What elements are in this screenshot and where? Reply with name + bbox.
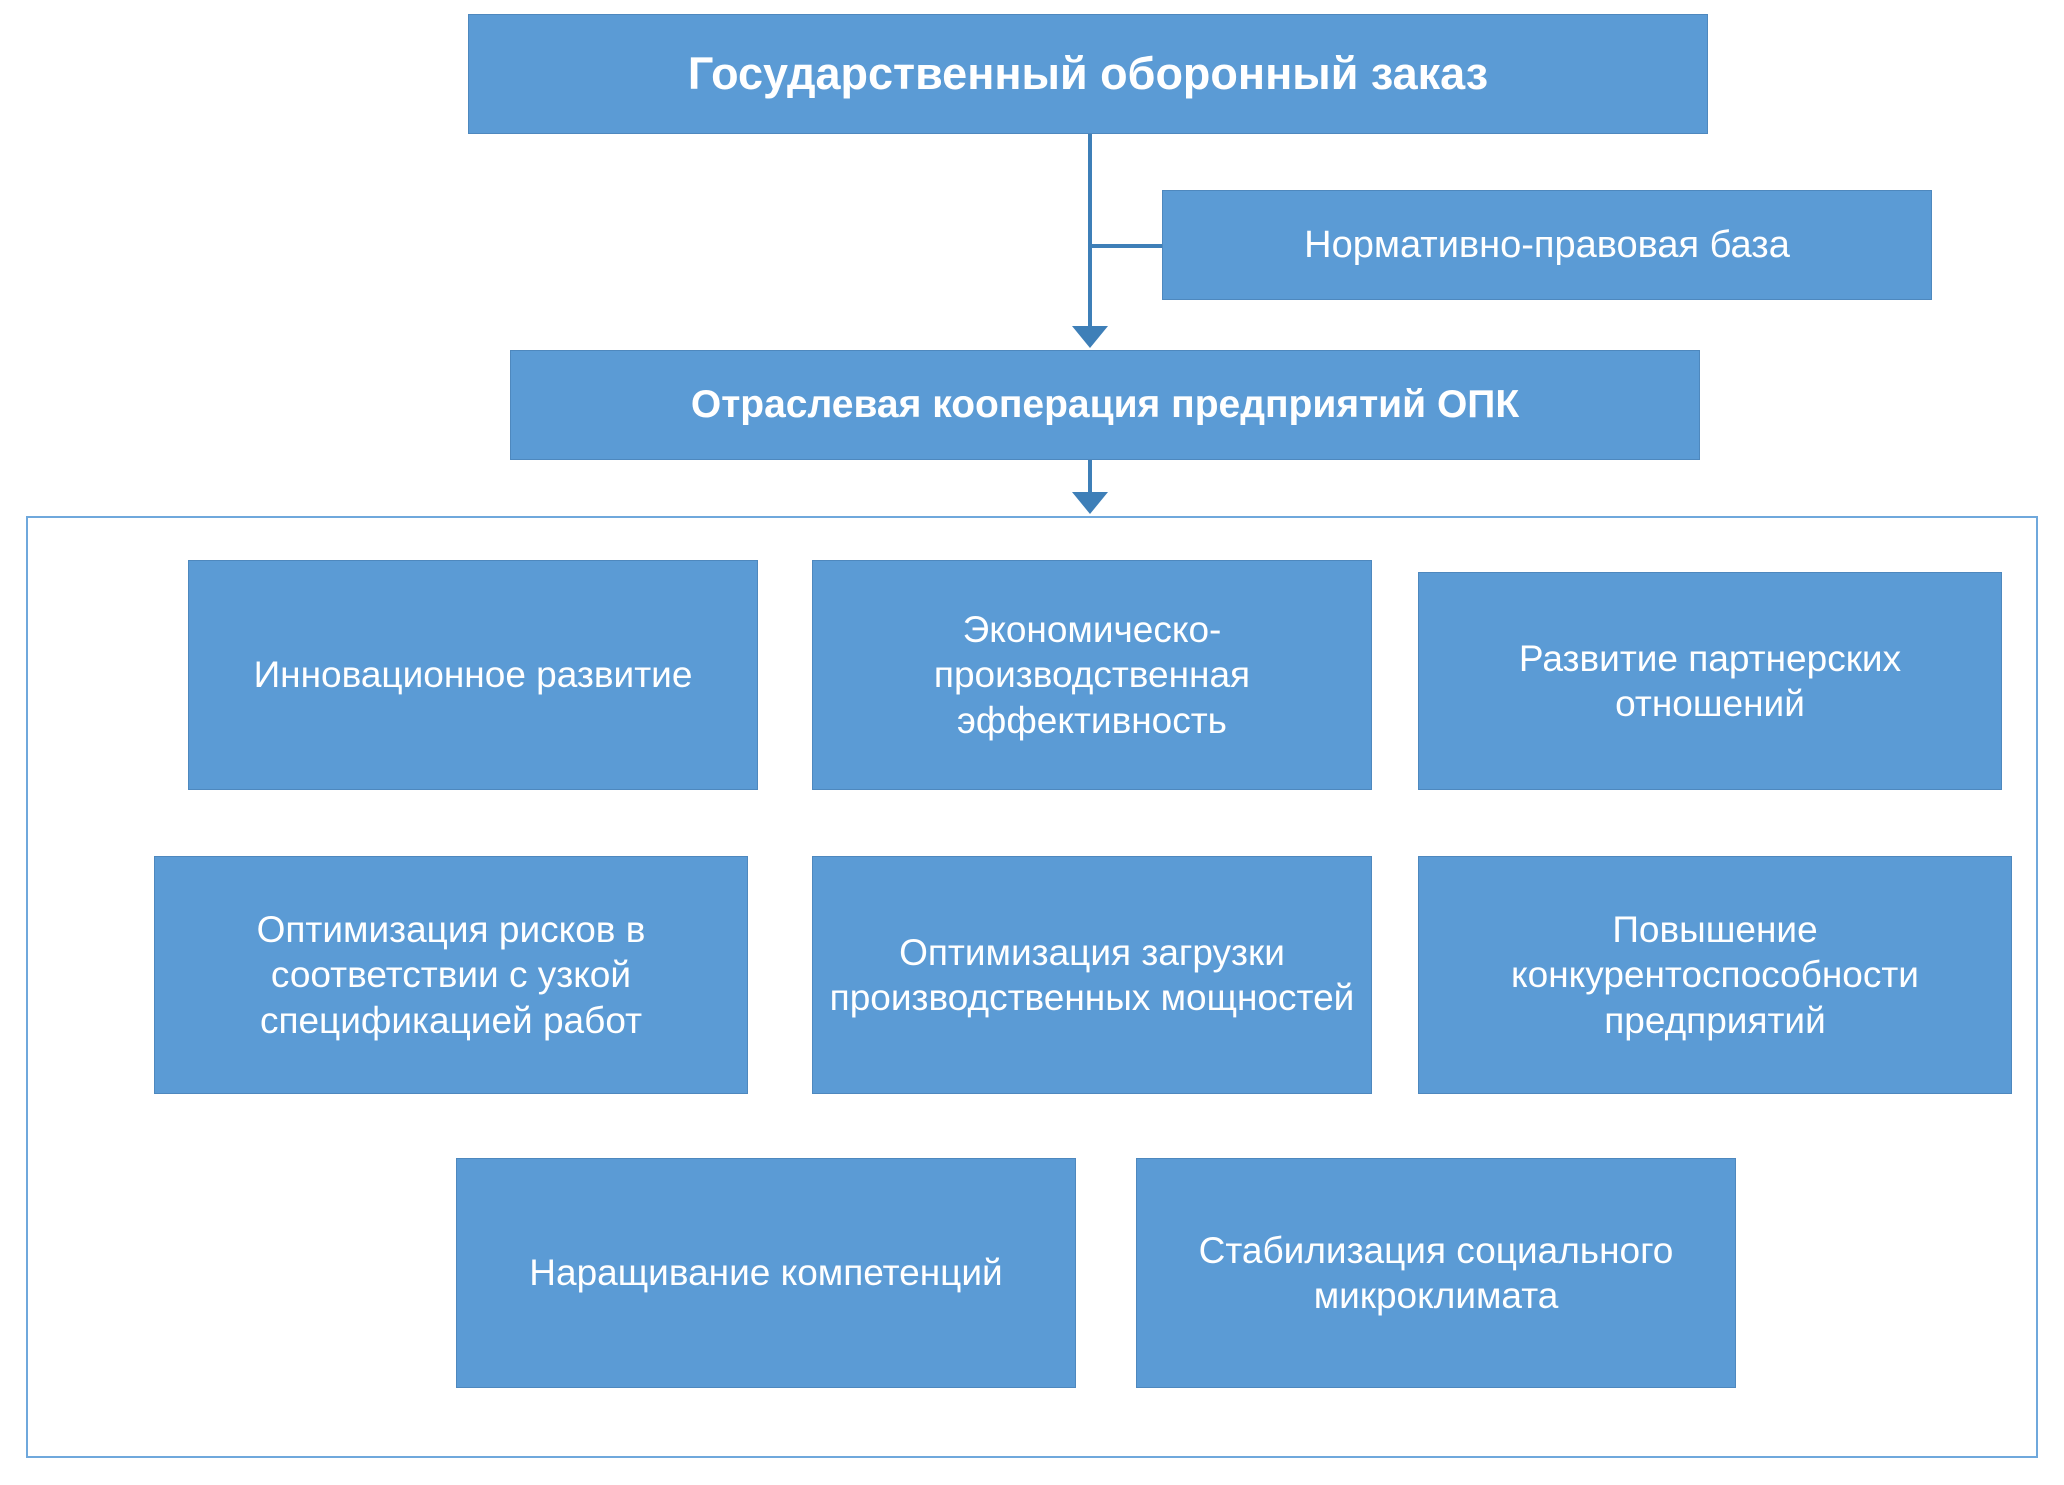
node-outcome-social-microclimate-stabilization-label: Стабилизация социального микроклимата xyxy=(1198,1229,1674,1316)
connector-top-to-cooperation xyxy=(1088,134,1092,330)
node-state-defense-order-label: Государственный оборонный заказ xyxy=(687,47,1489,99)
node-outcome-capacity-load-optimization xyxy=(812,856,1372,1094)
node-legal-framework-label: Нормативно-правовая база xyxy=(1304,223,1790,266)
node-outcome-risk-optimization-label: Оптимизация рисков в соответствии с узкой спецификацией работ xyxy=(256,909,646,1041)
node-outcome-innovation-development-label: Инновационное развитие xyxy=(253,654,693,696)
node-outcome-social-microclimate-stabilization xyxy=(1136,1158,1736,1388)
node-outcome-competence-building xyxy=(456,1158,1076,1388)
node-outcome-risk-optimization xyxy=(154,856,748,1094)
node-outcome-competitiveness-increase xyxy=(1418,856,2012,1094)
node-outcome-innovation-development xyxy=(188,560,758,790)
node-outcome-partnership-development-label: Развитие партнерских отношений xyxy=(1518,637,1902,724)
node-state-defense-order xyxy=(468,14,1708,134)
node-outcome-partnership-development xyxy=(1418,572,2002,790)
node-outcome-economic-production-efficiency-label: Экономическо-производственная эффективность xyxy=(933,609,1251,741)
node-legal-framework xyxy=(1162,190,1932,300)
node-outcome-economic-production-efficiency xyxy=(812,560,1372,790)
node-industry-cooperation xyxy=(510,350,1700,460)
arrowhead-to-cooperation xyxy=(1072,326,1108,348)
arrowhead-to-outcomes xyxy=(1072,492,1108,514)
node-outcome-competitiveness-increase-label: Повышение конкурентоспособности предприятий xyxy=(1511,909,1919,1041)
node-industry-cooperation-label: Отраслевая кооперация предприятий ОПК xyxy=(690,383,1520,427)
connector-to-legal-base xyxy=(1088,244,1164,248)
node-outcome-capacity-load-optimization-label: Оптимизация загрузки производственных мощностей xyxy=(829,931,1355,1018)
node-outcome-competence-building-label: Наращивание компетенций xyxy=(529,1252,1003,1294)
